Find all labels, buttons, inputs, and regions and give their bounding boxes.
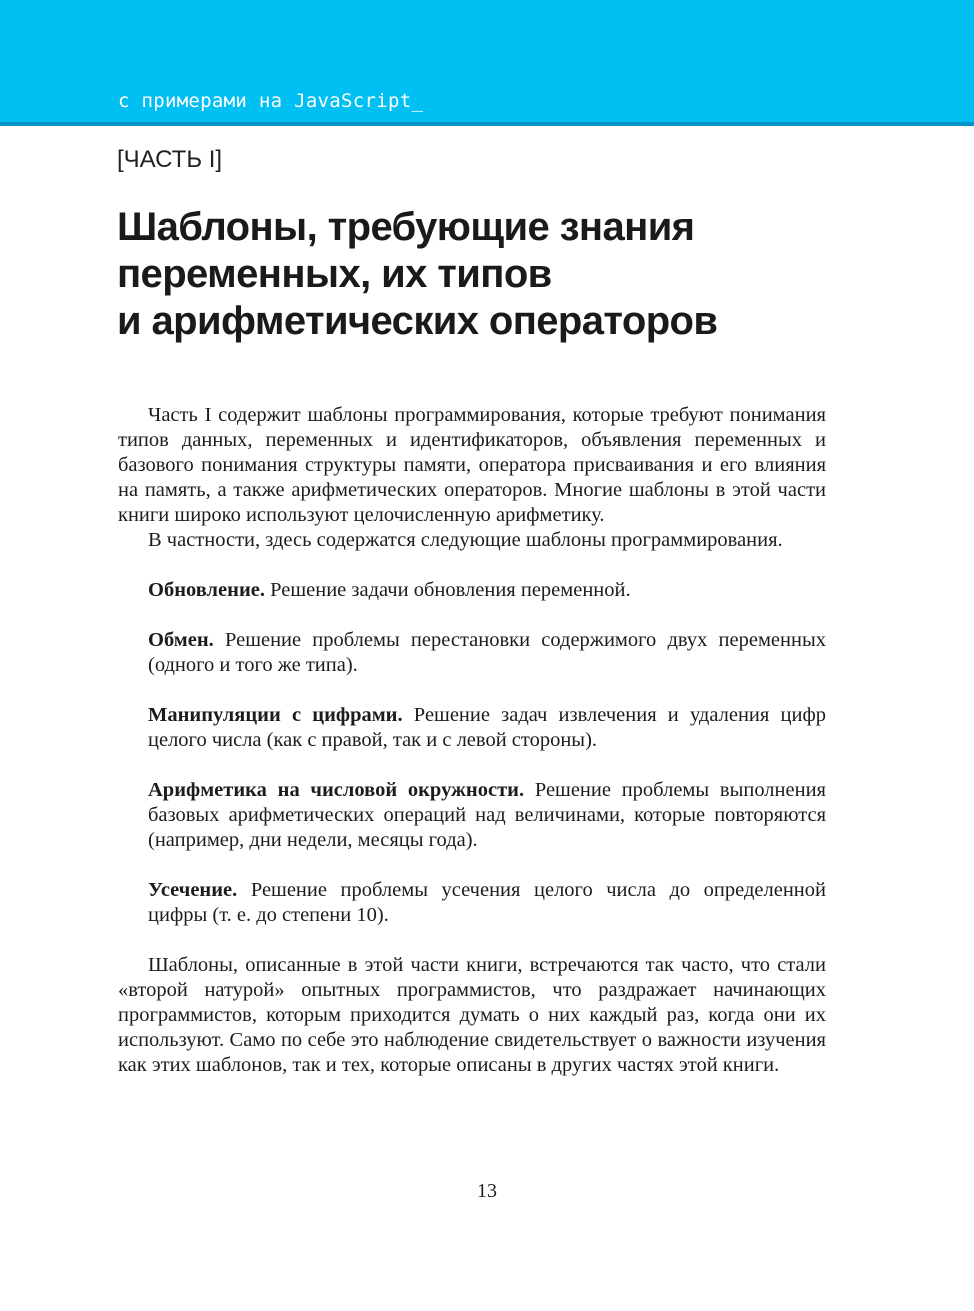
pattern-description: Решение задачи обновления переменной. [265, 579, 631, 601]
page-number: 13 [477, 1180, 497, 1202]
header-band [0, 0, 974, 126]
pattern-item [118, 703, 826, 753]
pattern-name: Обновление. [148, 579, 265, 601]
pattern-item [118, 578, 826, 603]
chapter-title-line: переменных, их типов [117, 252, 552, 296]
intro-paragraph: Часть I содержит шаблоны программирования, которые требуют понимания типов данных, переменных и идентификаторов, объявления переменных и базового понимания структуры памяти, оператора присваивания и его влияния на память, а также арифметических операторов. Многие шаблоны в этой части книги широко используют целочисленную арифметику. [118, 404, 826, 526]
book-series-text: с примерами на JavaScript_ [118, 90, 424, 112]
pattern-item [118, 878, 826, 928]
closing-paragraph: Шаблоны, описанные в этой части книги, встречаются так часто, что стали «второй натурой» опытных программистов, что раздражает начинающих программистов, которым приходится думать о них каждый раз, когда они их используют. Само по себе это наблюдение свидетельствует о важности изучения как этих шаблонов, так и тех, которые описаны в других частях этой книги. [118, 954, 826, 1076]
body-text [118, 403, 826, 1078]
part-label: [ЧАСТЬ I] [117, 146, 223, 173]
pattern-description: Решение проблемы усечения целого числа до определенной цифры (т. е. до степени 10). [148, 879, 826, 926]
pattern-item [118, 778, 826, 853]
intro-paragraph: В частности, здесь содержатся следующие шаблоны программирования. [148, 529, 783, 551]
pattern-name: Обмен. [148, 629, 214, 651]
pattern-name: Усечение. [148, 879, 238, 901]
chapter-title-line: Шаблоны, требующие знания [117, 205, 695, 249]
chapter-title-line: и арифметических операторов [117, 299, 718, 343]
chapter-title [117, 204, 877, 345]
pattern-name: Арифметика на числовой окружности. [148, 779, 525, 801]
pattern-name: Манипуляции с цифрами. [148, 704, 403, 726]
pattern-description: Решение проблемы выполнения базовых арифметических операций над величинами, которые повторяются (например, дни недели, месяцы года). [148, 779, 826, 851]
pattern-item [118, 628, 826, 678]
pattern-description: Решение задач извлечения и удаления цифр целого числа (как с правой, так и с левой стороны). [148, 704, 826, 751]
pattern-description: Решение проблемы перестановки содержимого двух переменных (одного и того же типа). [148, 629, 826, 676]
